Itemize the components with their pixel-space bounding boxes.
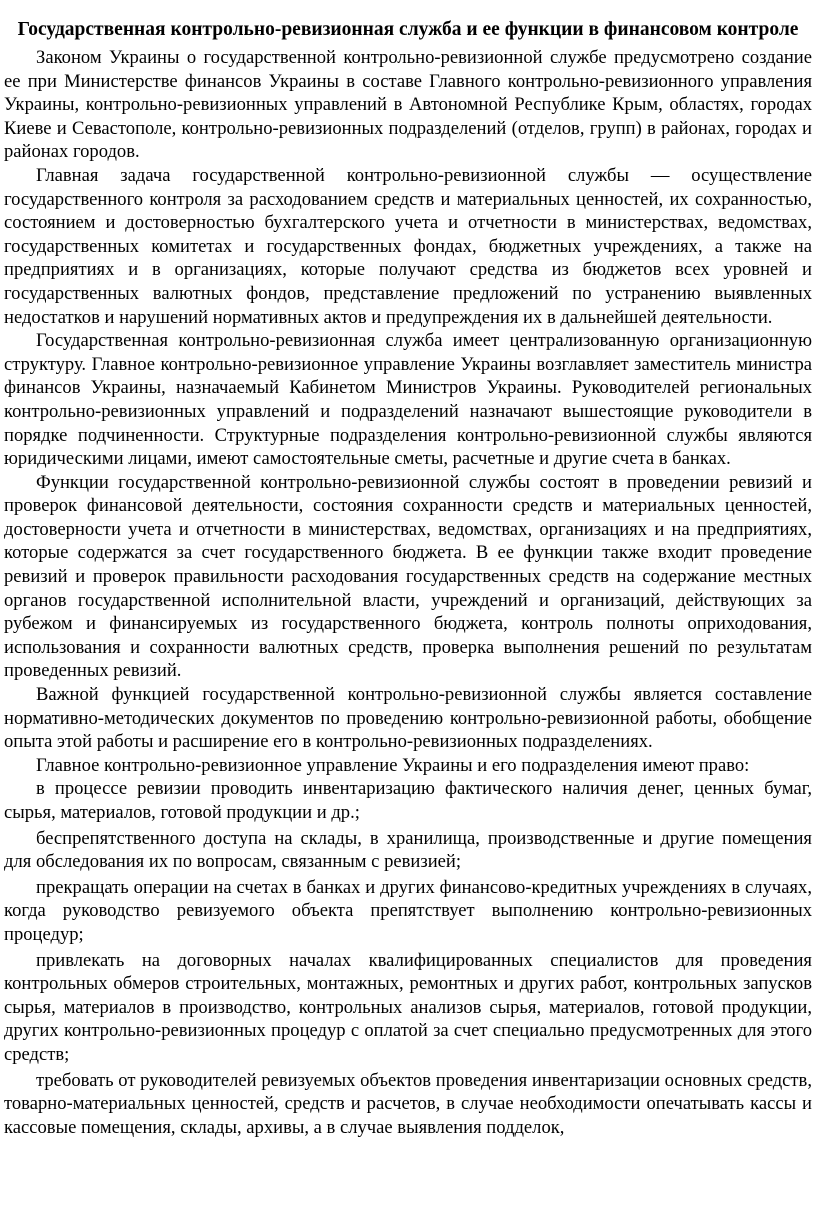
rights-list-item: требовать от руководителей ревизуемых объектов проведения инвентаризации основных средств, товарно-материальных ценностей, средств и расчетов, в случае необходимости опечатывать кассы и кассовые помещения, склады, архивы, а в случае выявления подделок, bbox=[4, 1069, 812, 1138]
rights-list-item: прекращать операции на счетах в банках и других финансово-кредитных учреждениях в случаях, когда руководство ревизуемого объекта препятствует выполнению контрольно-ревизионных процедур; bbox=[4, 876, 812, 945]
paragraph-functions: Функции государственной контрольно-ревизионной службы состоят в проведении ревизий и проверок финансовой деятельности, состояния сохранности средств и материальных ценностей, достоверности учета и отчетности в министерствах, ведомствах, организациях и на предприятиях, которые содержатся за счет государственного бюджета. В ее функции также входит проведение ревизий и проверок правильности расходования государственных средств на содержание местных органов государственной исполнительной власти, учреждений и организаций, действующих за рубежом и финансируемых из государственного бюджета, контроль полноты оприходования, использования и сохранности валютных средств, проверка выполнения решений по результатам проведенных ревизий. bbox=[4, 471, 812, 682]
paragraph-main-task: Главная задача государственной контрольно-ревизионной службы — осуществление государственного контроля за расходованием средств и материальных ценностей, их сохранностью, состоянием и достоверностью бухгалтерского учета и отчетности в министерствах, ведомствах, государственных комитетах и государственных фондах, бюджетных учреждениях, а также на предприятиях и в организациях, которые получают средства из бюджетов всех уровней и государственных валютных фондов, представление предложений по устранению выявленных недостатков и нарушений нормативных актов и предупреждения их в дальнейшей деятельности. bbox=[4, 164, 812, 328]
paragraph-rights-intro: Главное контрольно-ревизионное управление Украины и его подразделения имеют право: bbox=[36, 754, 750, 776]
document-title: Государственная контрольно-ревизионная служба и ее функции в финансовом контроле bbox=[17, 19, 799, 40]
paragraph-methodology: Важной функцией государственной контрольно-ревизионной службы является составление нормативно-методических документов по проведению контрольно-ревизионной работы, обобщение опыта этой работы и расширение его в контрольно-ревизионных подразделениях. bbox=[4, 684, 812, 753]
paragraph-structure: Государственная контрольно-ревизионная служба имеет централизованную организационную структуру. Главное контрольно-ревизионное управление Украины возглавляет заместитель министра финансов Украины, назначаемый Кабинетом Министров Украины. Руководителей региональных контрольно-ревизионных управлений и подразделений назначают вышестоящие руководители в порядке подчиненности. Структурные подразделения контрольно-ревизионной службы являются юридическими лицами, имеют самостоятельные сметы, расчетные и другие счета в банках. bbox=[4, 330, 812, 470]
paragraph-law: Законом Украины о государственной контрольно-ревизионной службе предусмотрено создание ее при Министерстве финансов Украины в составе Главного контрольно-ревизионного управления Украины, контрольно-ревизионных управлений в Автономной Республике Крым, областях, городах Киеве и Севастополе, контрольно-ревизионных подразделений (отделов, групп) в районах, городах и районах городов. bbox=[4, 47, 812, 163]
rights-list-item: в процессе ревизии проводить инвентаризацию фактического наличия денег, ценных бумаг, сырья, материалов, готовой продукции и др.; bbox=[4, 778, 812, 823]
rights-list-item: беспрепятственного доступа на склады, в хранилища, производственные и другие помещения для обследования их по вопросам, связанным с ревизией; bbox=[4, 827, 812, 873]
rights-list-item: привлекать на договорных началах квалифицированных специалистов для проведения контрольных обмеров строительных, монтажных, ремонтных и других работ, контрольных запусков сырья, материалов в производство, контрольных анализов сырья, материалов, готовой продукции, других контрольно-ревизионных процедур с оплатой за счет специально предусмотренных для этого средств; bbox=[4, 949, 812, 1065]
